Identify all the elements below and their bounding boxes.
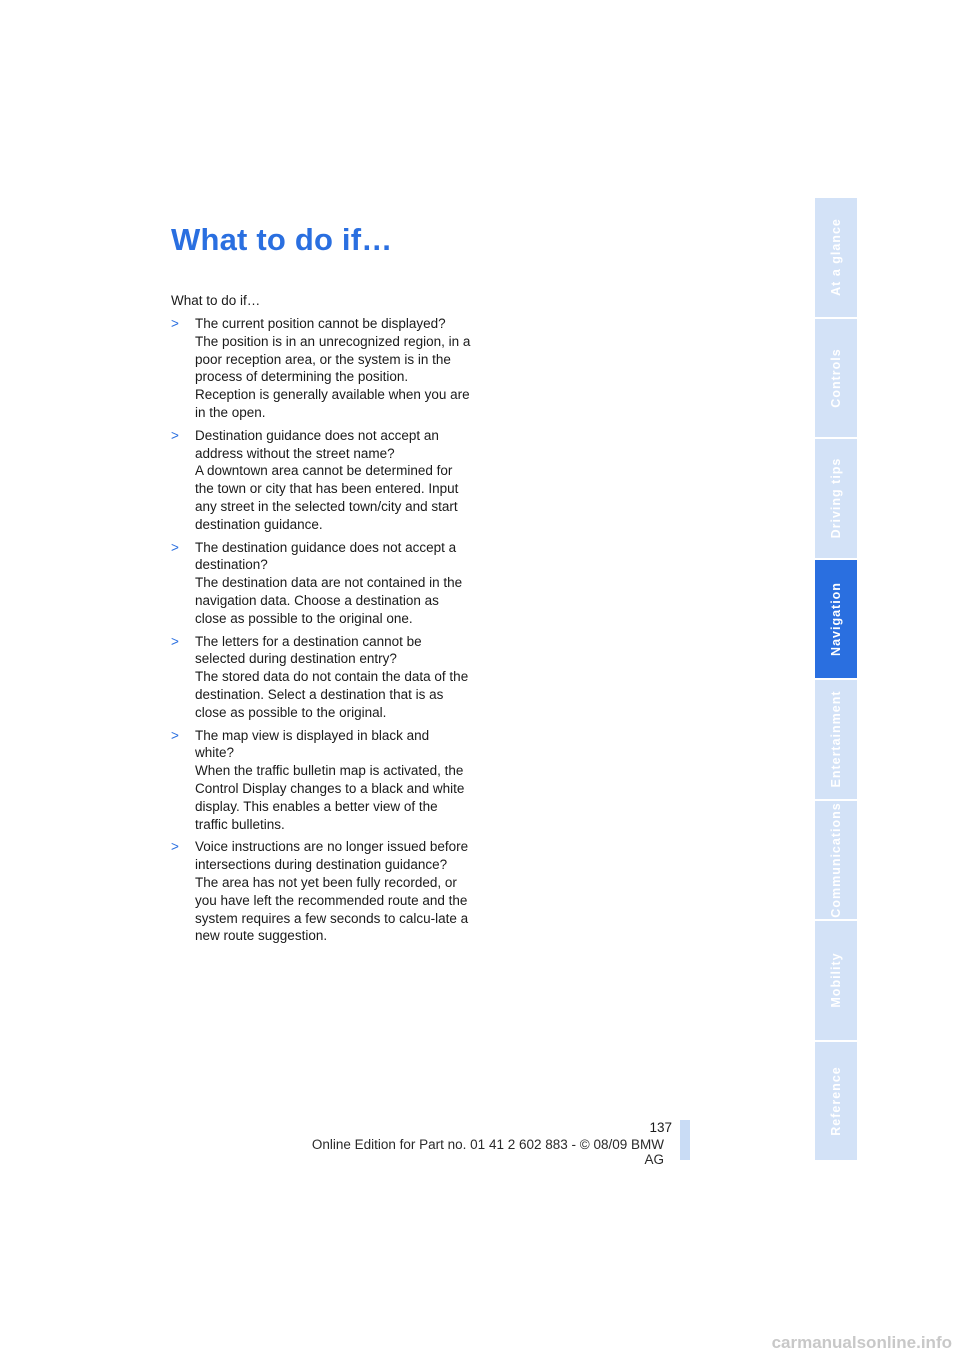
tab-label: Driving tips (829, 457, 843, 539)
tab-label: Navigation (829, 581, 843, 656)
faq-question: The letters for a destination cannot be selected during destination entry? (195, 633, 422, 667)
tab-label: Mobility (829, 952, 843, 1008)
tab-reference[interactable] (815, 1042, 857, 1161)
faq-item (171, 427, 471, 534)
faq-answer: A downtown area cannot be determined for the town or city that has been entered. Input any street in the selected town/city and start destination guidance. (195, 463, 459, 532)
page-title: What to do if… (171, 222, 393, 257)
list-marker: > (171, 633, 179, 649)
tab-navigation[interactable] (815, 560, 857, 681)
tab-at-a-glance[interactable] (815, 198, 857, 319)
page-number: 137 (649, 1120, 672, 1135)
faq-list (171, 315, 471, 950)
faq-answer: The stored data do not contain the data of the destination. Select a destination that is as close as possible to the original. (195, 669, 469, 720)
faq-question: The current position cannot be displayed? (195, 316, 446, 331)
tab-controls[interactable] (815, 319, 857, 440)
faq-question: The destination guidance does not accept a destination? (195, 539, 457, 573)
tab-communications[interactable] (815, 801, 857, 922)
faq-item (171, 633, 471, 722)
tab-mobility[interactable] (815, 921, 857, 1042)
faq-item (171, 539, 471, 628)
tab-label: At a glance (829, 218, 843, 297)
footer-text: Online Edition for Part no. 01 41 2 602 883 - © 08/09 BMW AG (311, 1137, 664, 1167)
faq-question: Voice instructions are no longer issued before intersections during destination guidance? (195, 839, 469, 873)
page-number-bar (680, 1120, 690, 1160)
faq-answer: The destination data are not contained in the navigation data. Choose a destination as close as possible to the original one. (195, 575, 463, 626)
faq-item (171, 315, 471, 422)
list-marker: > (171, 839, 179, 855)
tab-label: Reference (829, 1066, 843, 1136)
faq-answer: The area has not yet been fully recorded, or you have left the recommended route and the system requires a few seconds to calcu-late a new route suggestion. (195, 874, 469, 944)
watermark: carmanualsonline.info (771, 1333, 952, 1352)
tab-label: Entertainment (829, 690, 843, 788)
list-marker: > (171, 727, 179, 743)
list-marker: > (171, 427, 179, 443)
tab-entertainment[interactable] (815, 680, 857, 801)
tab-label: Communications (829, 802, 843, 918)
faq-question: Destination guidance does not accept an address without the street name? (195, 427, 439, 461)
tab-driving-tips[interactable] (815, 439, 857, 560)
chapter-tabs (815, 198, 857, 1160)
list-marker: > (171, 316, 179, 331)
faq-question: The map view is displayed in black and white? (195, 727, 430, 761)
faq-item (171, 727, 471, 834)
faq-answer: When the traffic bulletin map is activated, the Control Display changes to a black and white display. This enables a better view of the traffic bulletins. (195, 763, 465, 832)
tab-label: Controls (829, 348, 843, 408)
intro-text: What to do if… (171, 293, 261, 308)
list-marker: > (171, 539, 179, 555)
faq-answer: The position is in an unrecognized region, in a poor reception area, or the system is in the process of determining the position. Reception is generally available when you are in the open. (195, 333, 471, 420)
faq-item (171, 838, 471, 945)
